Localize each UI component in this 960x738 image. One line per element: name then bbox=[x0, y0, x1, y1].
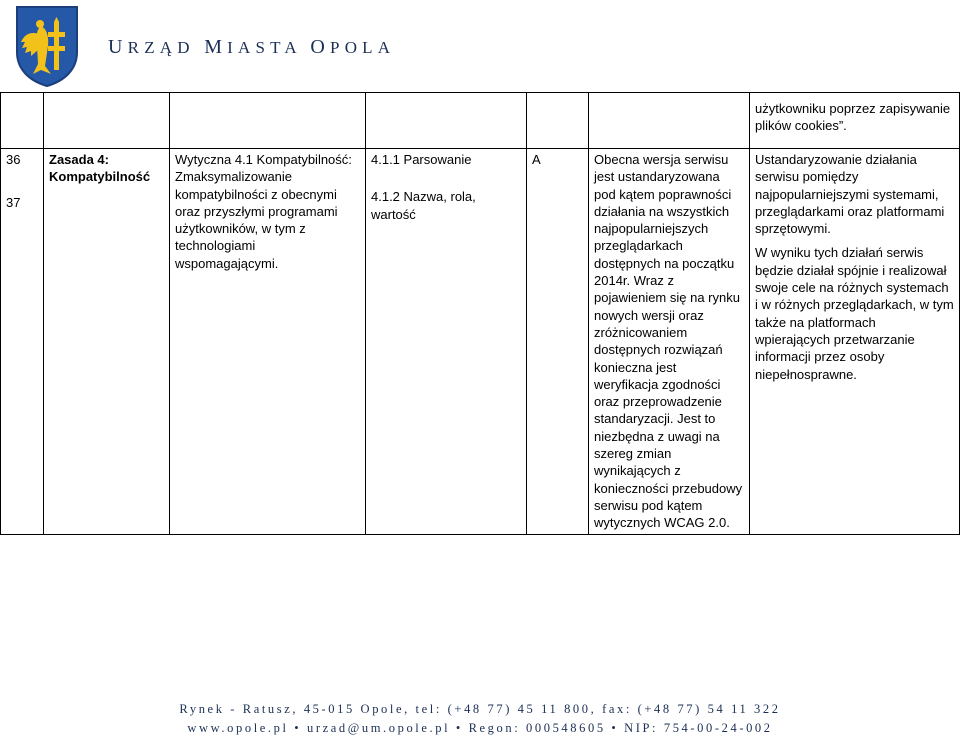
fix-paragraph: W wyniku tych działań serwis będzie działał spójnie i realizował swoje cele na różnych systemach i w różnych przeglądarkach, w tym także na platformach wpierających przetwarzanie informacji przez osoby niepełnosprawne. bbox=[755, 245, 954, 382]
opole-coat-of-arms-icon bbox=[14, 4, 80, 88]
guideline-text: Wytyczna 4.1 Kompatybilność: Zmaksymalizowanie kompatybilności z obecnymi oraz przyszłymi programami użytkowników, w tym z technologiami wspomagającymi. bbox=[175, 152, 352, 271]
page-footer bbox=[0, 700, 960, 738]
cell-empty bbox=[366, 93, 527, 149]
cell-empty bbox=[1, 93, 44, 149]
criterion: 4.1.1 Parsowanie bbox=[371, 152, 472, 167]
fix-continuation-text: użytkowniku poprzez zapisywanie plików cookies”. bbox=[755, 101, 951, 134]
cell-empty bbox=[527, 93, 589, 149]
page-header bbox=[0, 0, 960, 92]
criteria-cell bbox=[366, 149, 527, 535]
issue-text: Obecna wersja serwisu jest ustandaryzowana pod kątem poprawności działania na wszystkich najpopularniejszych przeglądarkach dostępnych na początku 2014r. Wraz z pojawieniem się na rynku nowych wersji oraz zróżnicowaniem dostępnych rozwiązań konieczna jest weryfikacja zgodności oraz przeprowadzenie standaryzacji. Jest to niezbędna z uwagi na szereg zmian wynikających z konieczności przebudowy serwisu pod kątem wytycznych WCAG 2.0. bbox=[594, 152, 743, 531]
footer-address: Rynek - Ratusz, 45-015 Opole, tel: (+48 77) 45 11 800, fax: (+48 77) 54 11 322 bbox=[179, 702, 781, 716]
cell-empty bbox=[589, 93, 750, 149]
principle-cell bbox=[44, 149, 170, 535]
office-name bbox=[108, 36, 395, 59]
row-number: 37 bbox=[6, 195, 21, 210]
cell-empty bbox=[170, 93, 366, 149]
cell-empty bbox=[44, 93, 170, 149]
audit-table bbox=[0, 92, 960, 535]
office-name-word-2: MIASTA bbox=[204, 36, 311, 58]
table-row-continuation bbox=[1, 93, 960, 149]
fix-cell bbox=[750, 149, 960, 535]
level-text: A bbox=[532, 152, 541, 167]
office-name-word-1: URZĄD bbox=[108, 36, 205, 58]
row-number: 36 bbox=[6, 152, 21, 167]
fix-cell-continuation bbox=[750, 93, 960, 149]
issue-cell bbox=[589, 149, 750, 535]
criterion: 4.1.2 Nazwa, rola, wartość bbox=[371, 189, 476, 222]
guideline-cell bbox=[170, 149, 366, 535]
table-row bbox=[1, 149, 960, 535]
fix-paragraph: Ustandaryzowanie działania serwisu pomiędzy najpopularniejszymi systemami, przeglądarkami oraz platformami sprzętowymi. bbox=[755, 152, 945, 237]
row-numbers-cell bbox=[1, 149, 44, 535]
level-cell bbox=[527, 149, 589, 535]
office-name-word-3: OPOLA bbox=[310, 36, 396, 58]
principle-text: Zasada 4: Kompatybilność bbox=[49, 152, 151, 185]
footer-contact: www.opole.pl • urzad@um.opole.pl • Regon: 000548605 • NIP: 754-00-24-002 bbox=[187, 721, 773, 735]
